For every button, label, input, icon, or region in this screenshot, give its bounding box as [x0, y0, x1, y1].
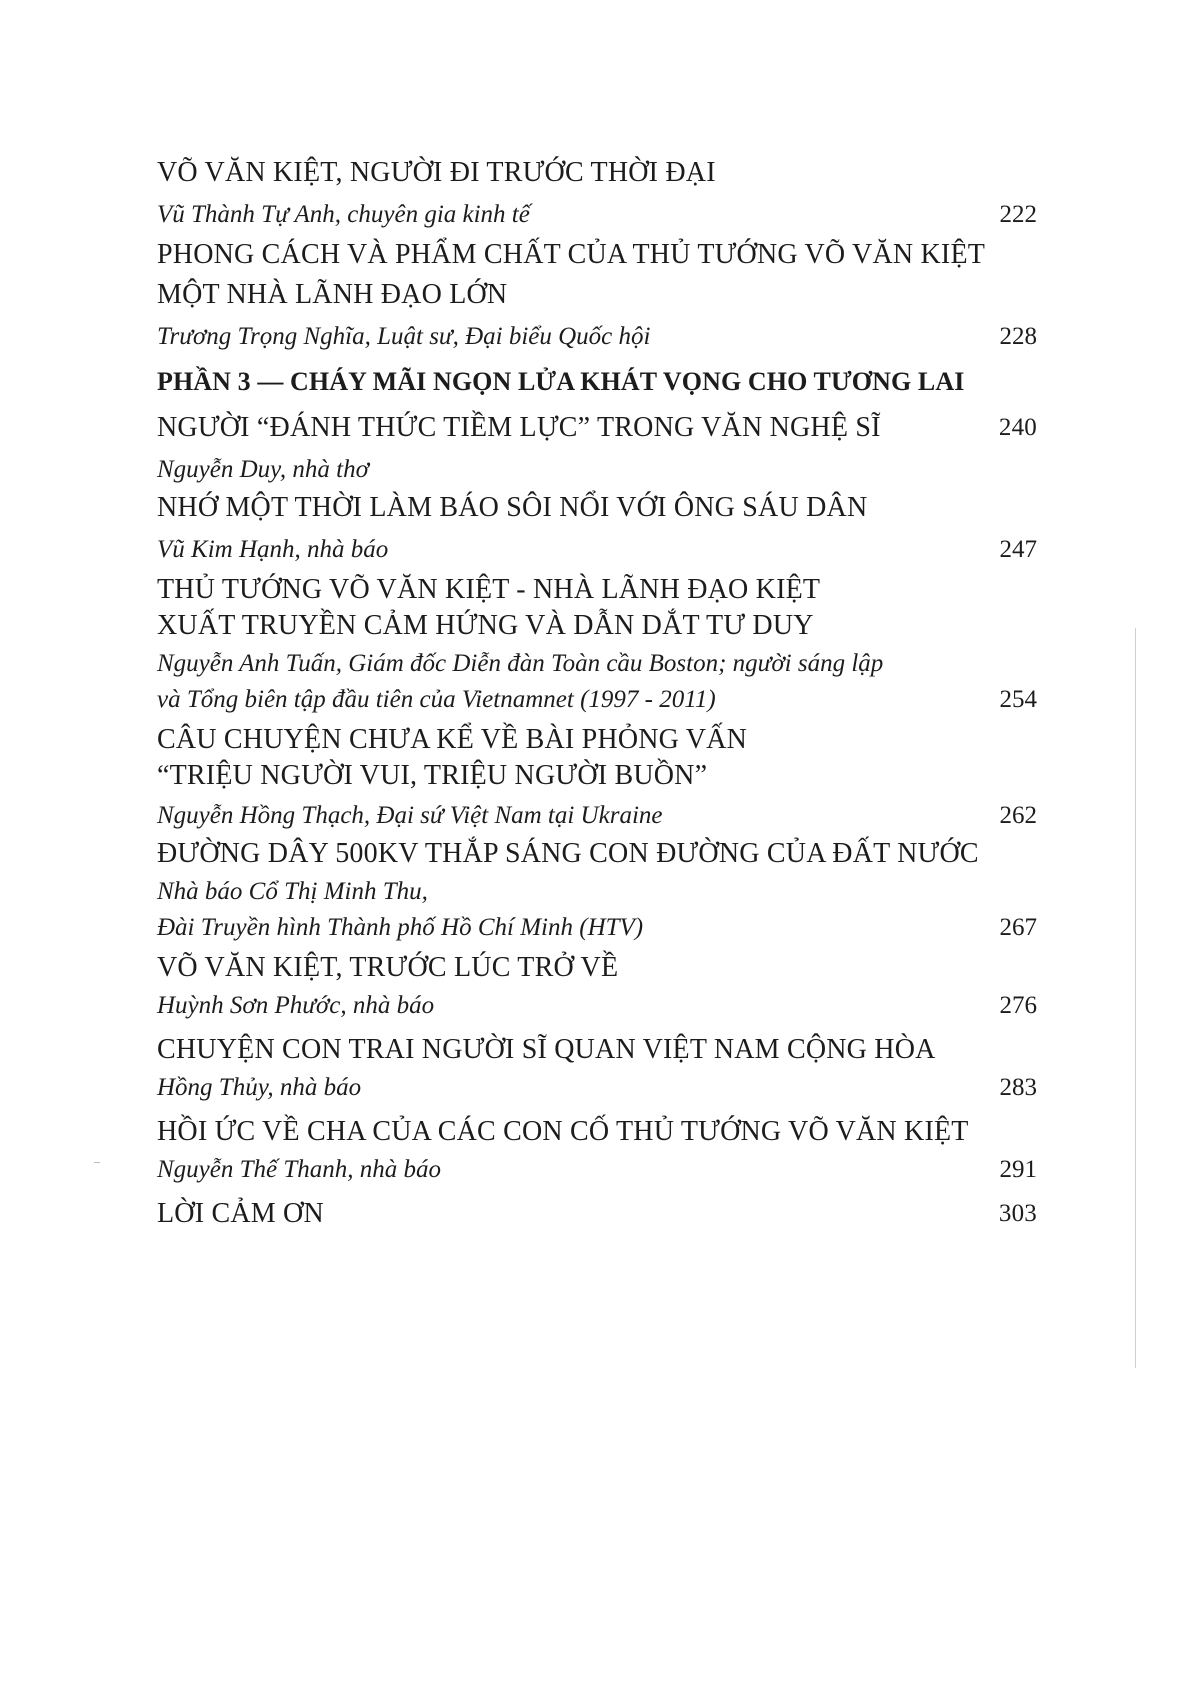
author-text: và Tổng biên tập đầu tiên của Vietnamnet (1997 - 2011) — [157, 686, 716, 713]
toc-entry-title: MỘT NHÀ LÃNH ĐẠO LỚN — [157, 279, 508, 310]
toc-page-number: 240 — [998, 414, 1037, 441]
toc-page-number: 222 — [999, 201, 1037, 228]
toc-entry-author — [157, 798, 1037, 834]
toc-entry-title: CÂU CHUYỆN CHƯA KỂ VỀ BÀI PHỎNG VẤN — [157, 724, 748, 755]
scan-speck — [94, 1162, 100, 1163]
toc-entry-title — [157, 410, 1037, 446]
toc-entry-title: CHUYỆN CON TRAI NGƯỜI SĨ QUAN VIỆT NAM CỘNG HÒA — [157, 1034, 936, 1065]
toc-page-number: 247 — [999, 536, 1037, 563]
toc-entry-author — [157, 682, 1037, 718]
toc-page-number: 254 — [999, 686, 1037, 713]
author-text: Vũ Thành Tự Anh, chuyên gia kinh tế — [157, 201, 530, 228]
toc-entry-author — [157, 1152, 1037, 1188]
toc-entry-title: VÕ VĂN KIỆT, NGƯỜI ĐI TRƯỚC THỜI ĐẠI — [157, 157, 716, 188]
title-text: LỜI CẢM ƠN — [157, 1198, 324, 1229]
toc-entry-author — [157, 532, 1037, 568]
toc-page-number: 291 — [999, 1156, 1037, 1183]
toc-entry-title: VÕ VĂN KIỆT, TRƯỚC LÚC TRỞ VỀ — [157, 952, 619, 983]
toc-entry-title: XUẤT TRUYỀN CẢM HỨNG VÀ DẪN DẮT TƯ DUY — [157, 610, 814, 641]
author-text: Hồng Thủy, nhà báo — [157, 1074, 362, 1101]
toc-entry-author: Nguyễn Duy, nhà thơ — [157, 456, 369, 483]
toc-page-number: 303 — [998, 1200, 1037, 1227]
author-text: Nguyễn Hồng Thạch, Đại sứ Việt Nam tại Ukraine — [157, 802, 663, 829]
toc-page-number: 228 — [999, 323, 1037, 350]
author-text: Vũ Kim Hạnh, nhà báo — [157, 536, 389, 563]
toc-entry-title: ĐƯỜNG DÂY 500KV THẮP SÁNG CON ĐƯỜNG CỦA ĐẤT NƯỚC — [157, 838, 979, 869]
toc-page-number: 262 — [999, 802, 1037, 829]
author-text: Huỳnh Sơn Phước, nhà báo — [157, 992, 435, 1019]
author-text: Trương Trọng Nghĩa, Luật sư, Đại biểu Quốc hội — [157, 323, 651, 350]
page-edge-line — [1135, 628, 1136, 1368]
toc-entry-title: HỒI ỨC VỀ CHA CỦA CÁC CON CỐ THỦ TƯỚNG VÕ VĂN KIỆT — [157, 1116, 969, 1147]
toc-entry-author: Nhà báo Cổ Thị Minh Thu, — [157, 878, 428, 905]
toc-page-number: 276 — [999, 992, 1037, 1019]
author-text: Nguyễn Thế Thanh, nhà báo — [157, 1156, 442, 1183]
author-text: Đài Truyền hình Thành phố Hồ Chí Minh (HTV) — [157, 914, 644, 941]
toc-entry-author — [157, 988, 1037, 1024]
toc-entry-author — [157, 1070, 1037, 1106]
toc-entry-title — [157, 1196, 1037, 1232]
toc-entry-title: PHONG CÁCH VÀ PHẨM CHẤT CỦA THỦ TƯỚNG VÕ VĂN KIỆT — [157, 239, 986, 270]
title-text: NGƯỜI “ĐÁNH THỨC TIỀM LỰC” TRONG VĂN NGHỆ SĨ — [157, 412, 881, 443]
toc-entry-author: Nguyễn Anh Tuấn, Giám đốc Diễn đàn Toàn cầu Boston; người sáng lập — [157, 650, 884, 677]
toc-entry-title: NHỚ MỘT THỜI LÀM BÁO SÔI NỔI VỚI ÔNG SÁU DÂN — [157, 492, 868, 523]
toc-page-number: 267 — [999, 914, 1037, 941]
toc-page-number: 283 — [999, 1074, 1037, 1101]
toc-entry-author — [157, 197, 1037, 233]
section-title: PHẦN 3 — CHÁY MÃI NGỌN LỬA KHÁT VỌNG CHO TƯƠNG LAI — [157, 367, 965, 396]
toc-entry-title: “TRIỆU NGƯỜI VUI, TRIỆU NGƯỜI BUỒN” — [157, 760, 708, 791]
toc-entry-author — [157, 910, 1037, 946]
toc-entry-title: THỦ TƯỚNG VÕ VĂN KIỆT - NHÀ LÃNH ĐẠO KIỆT — [157, 574, 821, 605]
toc-entry-author — [157, 319, 1037, 355]
